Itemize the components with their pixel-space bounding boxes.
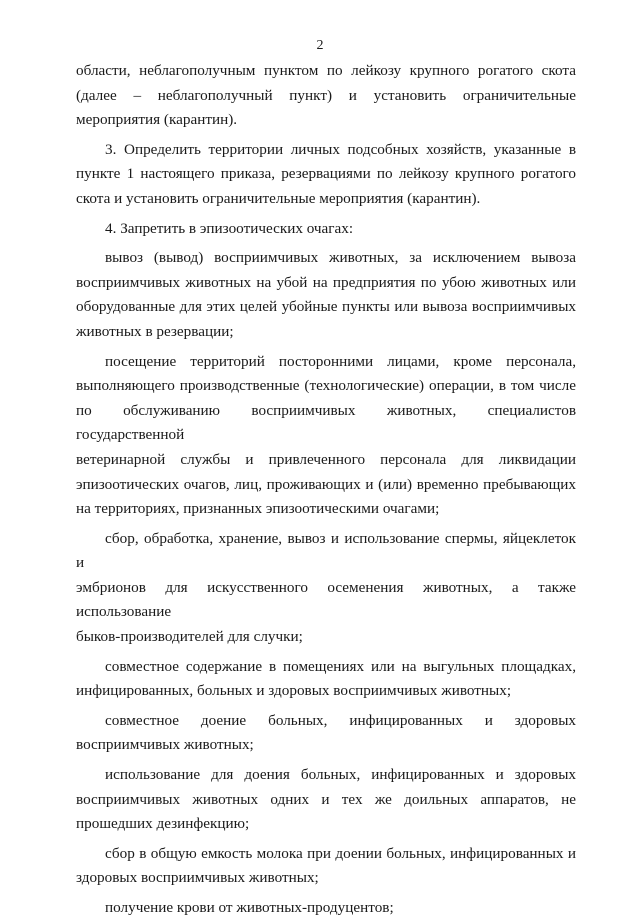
text-line: животных в резервации; (76, 322, 234, 340)
text-line: восприимчивых животных одних и тех же доильных аппаратов, не (76, 790, 576, 808)
text-line: совместное доение больных, инфицированных и здоровых (105, 711, 576, 729)
text-line: вывоз (вывод) восприимчивых животных, за исключением вывоза (105, 249, 576, 267)
text-line: ветеринарной службы и привлеченного персонала для ликвидации (76, 450, 576, 468)
paragraph-8 (76, 763, 576, 837)
text-line: получение крови от животных-продуцентов; (105, 899, 394, 916)
text-line: области, неблагополучным пунктом по лейкозу крупного рогатого скота (76, 62, 576, 79)
text-line: скота и установить ограничительные мероприятия (карантин). (76, 189, 481, 207)
text-line: совместное содержание в помещениях или на выгульных площадках, (105, 657, 576, 675)
text-line: быков-производителей для случки; (76, 628, 303, 646)
text-line: восприимчивых животных; (76, 736, 254, 754)
text-line: по обслуживанию восприимчивых животных, специалистов государственной (76, 401, 576, 444)
text-line: мероприятия (карантин). (76, 111, 238, 129)
text-line: сбор в общую емкость молока при доении больных, инфицированных и (105, 844, 576, 862)
text-line: 4. Запретить в эпизоотических очагах: (105, 219, 354, 237)
paragraph-7 (76, 709, 576, 758)
document-body (76, 59, 576, 921)
paragraph-1 (76, 138, 576, 212)
text-line: на территориях, признанных эпизоотическими очагами; (76, 500, 440, 518)
text-line: прошедших дезинфекцию; (76, 815, 250, 833)
text-line: сбор, обработка, хранение, вывоз и использование спермы, яйцеклеток и (76, 529, 576, 572)
text-line: эмбрионов для искусственного осеменения животных, а также использование (76, 578, 576, 621)
text-line: использование для доения больных, инфицированных и здоровых (105, 766, 576, 784)
page-number: 2 (316, 38, 324, 53)
text-line: эпизоотических очагов, лиц, проживающих и (или) временно пребывающих (76, 475, 576, 493)
text-line: пункте 1 настоящего приказа, резервациями по лейкозу крупного рогатого (76, 165, 576, 183)
text-line: (далее – неблагополучный пункт) и установить ограничительные (76, 86, 576, 104)
paragraph-9 (76, 842, 576, 891)
paragraph-0 (76, 59, 576, 133)
text-line: выполняющего производственные (технологические) операции, в том числе (76, 377, 576, 395)
text-line: здоровых восприимчивых животных; (76, 869, 319, 887)
text-line: оборудованные для этих целей убойные пункты или вывоза восприимчивых (76, 298, 576, 316)
paragraph-5 (76, 527, 576, 650)
paragraph-3 (76, 246, 576, 344)
paragraph-4 (76, 350, 576, 522)
text-line: инфицированных, больных и здоровых восприимчивых животных; (76, 682, 512, 700)
paragraph-2 (76, 217, 576, 242)
text-line: посещение территорий посторонними лицами, кроме персонала, (105, 352, 576, 370)
text-line: восприимчивых животных на убой на предприятия по убою животных или (76, 273, 576, 291)
text-line: 3. Определить территории личных подсобных хозяйств, указанные в (105, 140, 576, 158)
paragraph-10 (76, 896, 576, 921)
paragraph-6 (76, 655, 576, 704)
